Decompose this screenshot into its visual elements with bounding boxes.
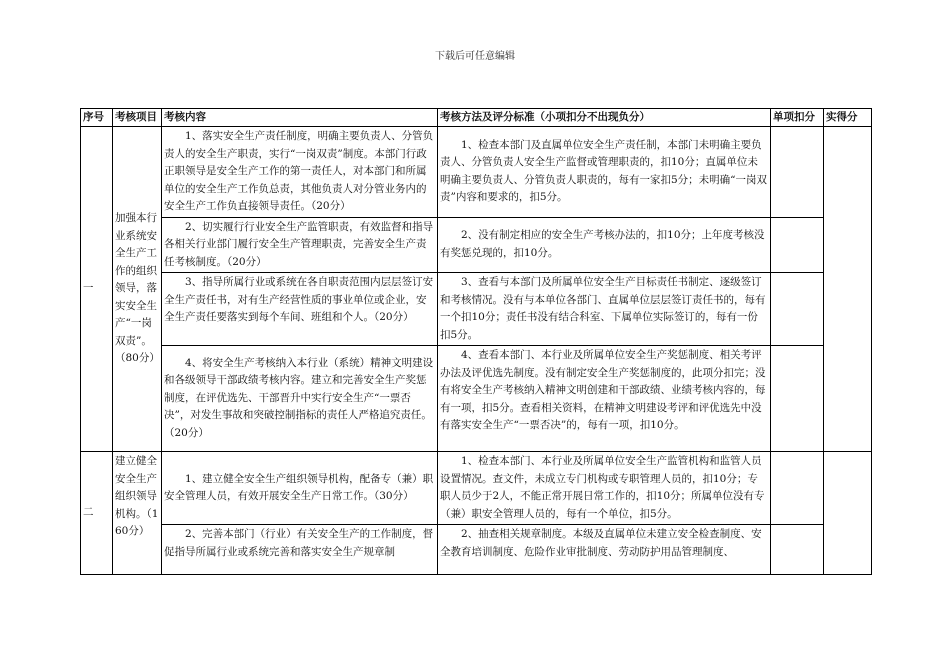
header-seq: 序号 xyxy=(81,109,113,127)
section-1-content-1: 1、落实安全生产责任制度，明确主要负责人、分管负责人的安全生产职责，实行“一岗双责”制度。本部门行政正职领导是安全生产工作的第一责任人，对本部门和所属单位的安全生产工作负总责，其他负责人对分管业务内的安全生产工作负直接领导责任。（20分） xyxy=(162,127,438,218)
section-2-content-2: 2、完善本部门（行业）有关安全生产的工作制度，督促指导所属行业或系统完善和落实安全生产规章制 xyxy=(162,525,438,575)
section-1-seq: 一 xyxy=(81,127,113,452)
table-row xyxy=(81,217,872,273)
section-2-method-2: 2、抽查相关规章制度。本级及直属单位未建立安全检查制度、安全教育培训制度、危险作业审批制度、劳动防护用品管理制度、 xyxy=(438,525,771,575)
section-1-deduct-1 xyxy=(771,127,824,218)
section-2-deduct-1 xyxy=(771,452,824,525)
section-1-deduct-2 xyxy=(771,217,824,273)
section-1-content-2: 2、切实履行行业安全生产监管职责，有效监督和指导各相关行业部门履行安全生产管理职责，完善安全生产责任考核制度。（20分） xyxy=(162,217,438,273)
section-2-content-1: 1、建立健全安全生产组织领导机构，配备专（兼）职安全管理人员，有效开展安全生产日常工作。（30分） xyxy=(162,452,438,525)
table-row xyxy=(81,525,872,575)
header-item-deduct: 单项扣分 xyxy=(771,109,824,127)
section-2-item: 建立健全安全生产组织领导机构。（160分） xyxy=(113,452,162,575)
header-actual: 实得分 xyxy=(824,109,872,127)
section-1-deduct-3 xyxy=(771,273,824,346)
section-2-seq: 二 xyxy=(81,452,113,575)
section-1-content-4: 4、将安全生产考核纳入本行业（系统）精神文明建设和各级领导干部政绩考核内容。建立和完善安全生产奖惩制度，在评优选先、干部晋升中实行安全生产“一票否决”，对发生事故和突破控制指标的责任人严格追究责任。（20分） xyxy=(162,346,438,452)
table-row xyxy=(81,452,872,525)
table-row xyxy=(81,273,872,346)
section-1-method-1: 1、检查本部门及直属单位安全生产责任制，本部门未明确主要负责人、分管负责人安全生产监督或管理职责的，扣10分；直属单位未明确主要负责人、分管负责人职责的，每有一家扣5分；未明确“一岗双责”内容和要求的，扣5分。 xyxy=(438,127,771,218)
section-1-deduct-4 xyxy=(771,346,824,452)
header-method: 考核方法及评分标准（小项扣分不出现负分） xyxy=(438,109,771,127)
table-row xyxy=(81,346,872,452)
section-2-method-1: 1、检查本部门、本行业及所属单位安全生产监管机构和监管人员设置情况。查文件，未成立专门机构或专职管理人员的，扣10分；专职人员少于2人，不能正常开展日常工作的，扣10分；所属单位没有专（兼）职安全管理人员的，每有一个单位，扣5分。 xyxy=(438,452,771,525)
section-1-method-4: 4、查看本部门、本行业及所属单位安全生产奖惩制度、相关考评办法及评优选先制度。没有制定安全生产奖惩制度的，此项分扣完；没有将安全生产考核纳入精神文明创建和干部政绩、业绩考核内容的，每有一项，扣5分。查看相关资料，在精神文明建设考评和评优选先中没有落实安全生产“一票否决”的，每有一项，扣10分。 xyxy=(438,346,771,452)
section-1-content-3: 3、指导所属行业或系统在各自职责范围内层层签订安全生产责任书，对有生产经营性质的事业单位或企业，安全生产责任要落实到每个车间、班组和个人。（20分） xyxy=(162,273,438,346)
header-item: 考核项目 xyxy=(113,109,162,127)
section-1-method-3: 3、查看与本部门及所属单位安全生产目标责任书制定、逐级签订和考核情况。没有与本单位各部门、直属单位层层签订责任书的，每有一个扣10分；责任书没有结合科室、下属单位实际签订的，每有一份扣5分。 xyxy=(438,273,771,346)
section-1-actual xyxy=(824,127,872,452)
page-header-note: 下载后可任意编辑 xyxy=(435,51,515,62)
section-1-item: 加强本行业系统安全生产工作的组织领导，落实安全生产“一岗双责”。（80分） xyxy=(113,127,162,452)
table-header-row xyxy=(81,109,872,127)
section-1-method-2: 2、没有制定相应的安全生产考核办法的，扣10分；上年度考核没有奖惩兑现的，扣10分。 xyxy=(438,217,771,273)
section-2-deduct-2 xyxy=(771,525,824,575)
section-2-actual xyxy=(824,452,872,575)
assessment-table xyxy=(80,108,872,575)
table-row xyxy=(81,127,872,218)
header-content: 考核内容 xyxy=(162,109,438,127)
